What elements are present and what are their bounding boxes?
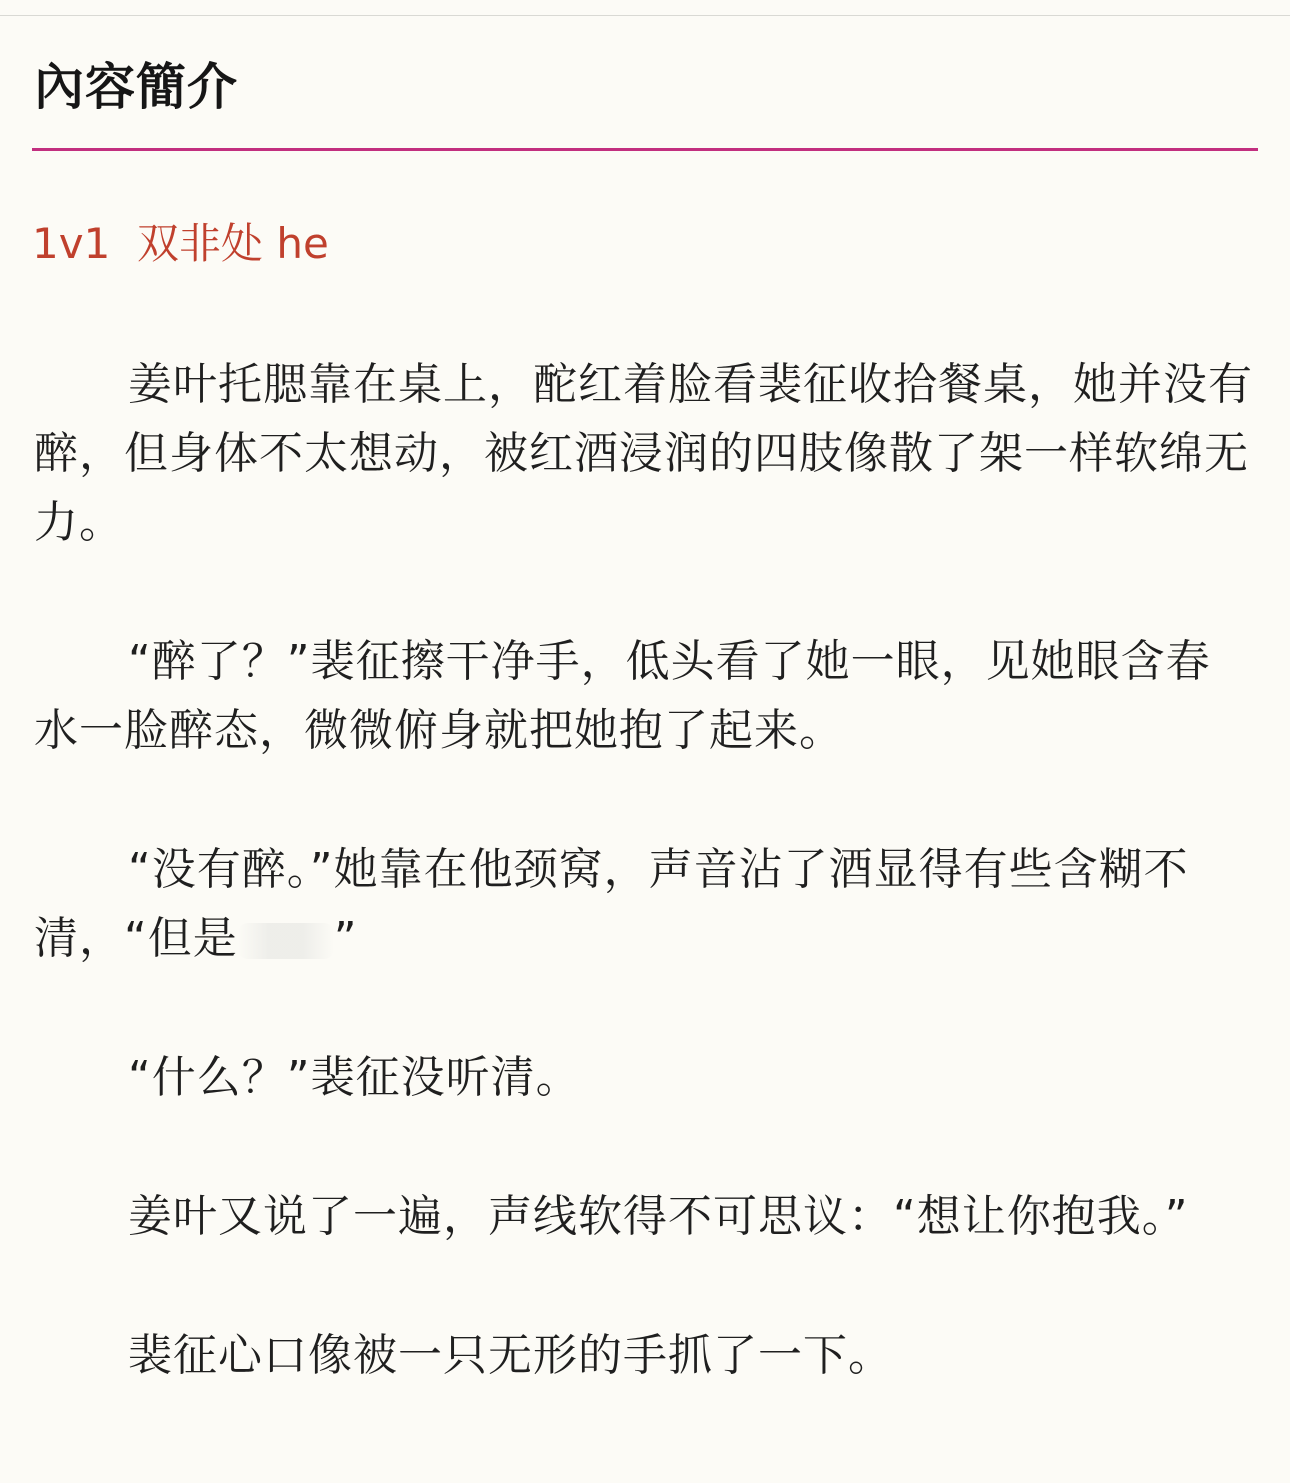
tagline: 1v1 双非处 he bbox=[32, 219, 329, 268]
paragraph-6: 裴征心口像被一只无形的手抓了一下。 bbox=[128, 1330, 893, 1381]
paragraph-3 bbox=[34, 835, 1254, 973]
blurred-text bbox=[238, 923, 334, 959]
paragraph-4: “什么？”裴征没听清。 bbox=[128, 1052, 581, 1103]
paragraph-5: 姜叶又说了一遍，声线软得不可思议：“想让你抱我。” bbox=[128, 1191, 1189, 1242]
synopsis-body bbox=[34, 350, 1254, 1390]
top-divider bbox=[0, 15, 1290, 16]
section-title: 內容簡介 bbox=[34, 58, 238, 116]
paragraph-2: “醉了？”裴征擦干净手，低头看了她一眼，见她眼含春水一脸醉态，微微俯身就把她抱了起来。 bbox=[34, 636, 1211, 756]
paragraph-3-text: “没有醉。”她靠在他颈窝，声音沾了酒显得有些含糊不清，“但是 bbox=[34, 844, 1189, 964]
title-divider bbox=[32, 148, 1258, 151]
paragraph-3-close-quote: ” bbox=[333, 913, 358, 964]
paragraph-1: 姜叶托腮靠在桌上，酡红着脸看裴征收拾餐桌，她并没有醉，但身体不太想动，被红酒浸润的四肢像散了架一样软绵无力。 bbox=[34, 359, 1253, 548]
